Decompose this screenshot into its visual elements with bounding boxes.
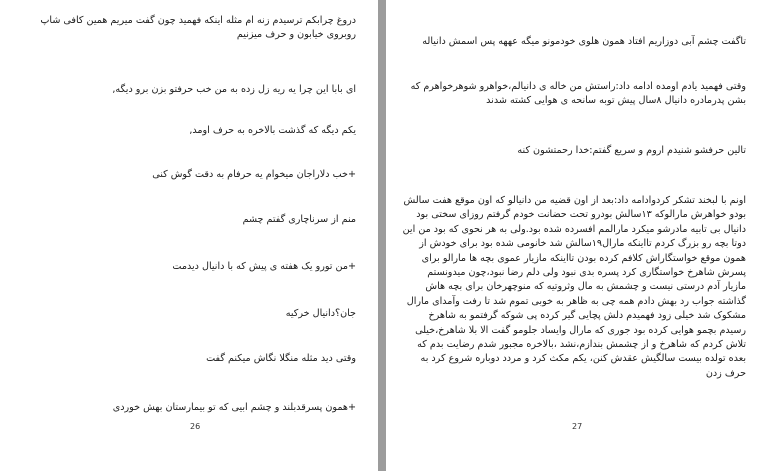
text-block-3: یکم دیگه که گذشت بالاخره به حرف اومد,: [189, 125, 356, 136]
text-block-12: تالین حرفشو شنیدم اروم و سریع گفتم:خدا رحمتشون کنه: [517, 145, 746, 156]
text-block-1: دروغ چرابکم ترسیدم زنه ام مثله اینکه فهمید چون گفت میریم همین کافی شاپ روبروی خیابون و حرف میزنیم: [40, 15, 356, 41]
left-page: [0, 0, 378, 471]
text-block-2: ای بابا این چرا یه ریه زل زده به من خب حرفتو بزن برو دیگه,: [112, 84, 356, 95]
text-block-7: جان؟دانیال خرکیه: [285, 308, 356, 319]
text-block-4: +خب دلاراجان میخوام یه حرفام به دقت گوش کنی: [152, 169, 356, 180]
page-number-right: 27: [572, 422, 583, 431]
right-page: [386, 0, 768, 471]
text-block-8: وقتی دید مثله منگلا نگاش میکنم گفت: [206, 353, 356, 364]
text-block-5: منم از سرناچاری گفتم چشم: [242, 214, 356, 225]
text-block-10: تاگفت چشم آبی دوزاریم افتاد همون هلوی خودمونو میگه عههه پس اسمش دانیاله: [422, 36, 746, 47]
text-block-6: +من تورو یک هفته ی پیش که با دانیال دیدمت: [172, 261, 356, 272]
page-gutter: [378, 0, 386, 471]
text-block-9: +همون پسرقدبلند و چشم ابیی که تو بیمارستان بهش خوردی: [112, 402, 356, 413]
text-block-11: وقتی فهمید یادم اومده ادامه داد:راستش من خاله ی دانیالم،خواهرو شوهرخواهرم که بشن پدرمادره دانیال ۸سال پیش توبه سانحه ی هوایی کشته شدند: [410, 81, 746, 107]
text-block-13: اونم با لبخند تشکر کردوادامه داد:بعد از اون قضیه من دانیالو که اون موقع هفت سالش بودو خواهرش مارالوکه ۱۳سالش بودرو تحت حضانت خودم گرفتم روزای سختی بود دانیال بی تابیه مادرشو میکرد مارالمم افسرده شده بود.ولی به هر نحوی که بود من این دوتا بچه رو بزرگ کردم تااینکه مارال۱۹سالش شد خانومی شده بود برای خودش از همون موقع خواستگاراش کلافم کرده بودن تااینکه مازیار عموی بچه ها مارالو برای پسرش شاهرخ خواستگاری کرد پسره بدی نبود ولی دلم رضا نبود،چون میدونستم مازیار آدم درستی نیست و چشمش به مال وثروتیه که منوچهرخان برای بچه هاش گذاشته جواب رد بهش دادم همه چی به ظاهر به خوبی تموم شد تا رفت وآمدای مارال مشکوک شد خیلی زود فهمیدم دلش پچایی گیر کرده پی شوکه گرفتمو به شاهرخ رسیدم بچمو هوایی کرده بود جوری که مارال وایساد جلومو گفت الا بلا شاهرخ،خیلی تلاش کردم که شاهرخ و از چشمش بندازم،نشد ،بالاخره مجبور شدم رضایت بدم که بعده تولده بیست سالگیش عقدش کنن، یکم مکث کرد و مردد دوباره شروع کرد به حرف زدن: [402, 195, 746, 379]
page-number-left: 26: [190, 422, 201, 431]
